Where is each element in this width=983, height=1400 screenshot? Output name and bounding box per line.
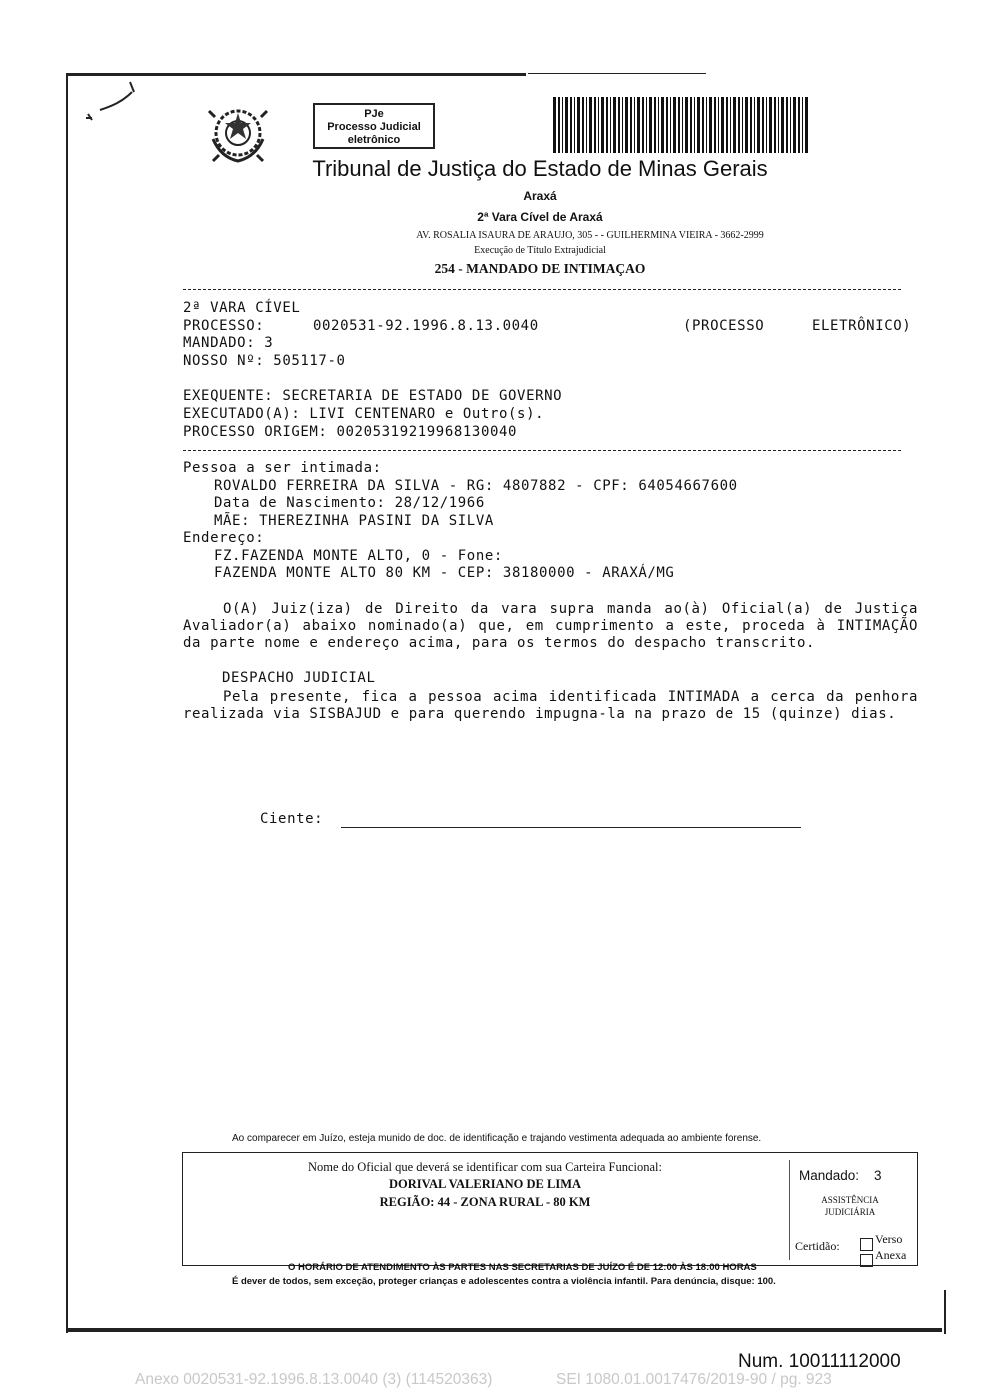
certidao-label: Certidão: (795, 1239, 840, 1253)
scan-mark-icon (82, 80, 142, 130)
sei-watermark: SEI 1080.01.0017476/2019-90 / pg. 923 (556, 1371, 832, 1388)
mandado-number: 3 (874, 1168, 882, 1183)
pje-line-2: Processo Judicial (327, 121, 421, 133)
officer-box-divider (789, 1160, 790, 1260)
anexa-checkbox[interactable] (860, 1251, 873, 1269)
person-name: ROVALDO FERREIRA DA SILVA - RG: 4807882 - CPF: 64054667600 (214, 478, 738, 494)
address-line-1: FZ.FAZENDA MONTE ALTO, 0 - Fone: (214, 548, 503, 564)
separator-2 (183, 450, 901, 451)
process-type: Execução de Título Extrajudicial (474, 245, 606, 256)
vara-name: 2ª Vara Cível de Araxá (477, 210, 603, 224)
processo-type-2: ELETRÔNICO) (812, 318, 912, 334)
nosso-line: NOSSO Nº: 505117-0 (183, 353, 346, 369)
city-name: Araxá (523, 189, 557, 203)
address-line-2: FAZENDA MONTE ALTO 80 KM - CEP: 38180000 - ARAXÁ/MG (214, 565, 675, 581)
scan-border-top-right (528, 73, 706, 74)
despacho-paragraph: Pela presente, fica a pessoa acima identificada INTIMADA a cerca da penhora realizada via SISBAJUD e para querendo impugna-la na prazo de 15 (quinze) dias. (183, 689, 918, 722)
anexa-label: Anexa (875, 1248, 907, 1262)
origem-line: PROCESSO ORIGEM: 00205319219968130040 (183, 424, 518, 440)
despacho-heading: DESPACHO JUDICIAL (222, 670, 376, 686)
scan-border-left (66, 75, 68, 1333)
officer-label: Nome do Oficial que deverá se identificar com sua Carteira Funcional: (307, 1160, 663, 1174)
assist-line-1: ASSISTÊNCIA (821, 1195, 879, 1205)
address-heading: Endereço: (183, 530, 265, 546)
coat-of-arms-icon (205, 103, 271, 167)
scan-border-right-mark (944, 1290, 946, 1334)
assist-line-2: JUDICIÁRIA (824, 1207, 876, 1217)
scan-border-bottom (66, 1328, 942, 1332)
mandado-line: MANDADO: 3 (183, 335, 274, 351)
exequente-line: EXEQUENTE: SECRETARIA DE ESTADO DE GOVERNO (183, 388, 563, 404)
pje-line-3: eletrônico (347, 134, 401, 146)
document-number: Num. 10011112000 (738, 1351, 901, 1372)
ciente-signature-line[interactable] (341, 827, 801, 828)
officer-name: DORIVAL VALERIANO DE LIMA (388, 1177, 582, 1191)
vara-line: 2ª VARA CÍVEL (183, 300, 301, 316)
person-birth: Data de Nascimento: 28/12/1966 (214, 495, 485, 511)
processo-number: 0020531-92.1996.8.13.0040 (313, 318, 539, 334)
processo-label: PROCESSO: (183, 318, 265, 334)
protection-notice: É dever de todos, sem exceção, proteger crianças e adolescentes contra a violência infantil. Para denúncia, disque: 100. (232, 1276, 776, 1287)
executado-line: EXECUTADO(A): LIVI CENTENARO e Outro(s). (183, 406, 545, 422)
barcode-icon (553, 97, 809, 153)
document-title: 254 - MANDADO DE INTIMAÇAO (434, 261, 646, 276)
person-heading: Pessoa a ser intimada: (183, 460, 382, 476)
verso-label: Verso (875, 1232, 903, 1246)
person-mother: MÃE: THEREZINHA PASINI DA SILVA (214, 513, 494, 529)
hours-notice: O HORÁRIO DE ATENDIMENTO ÀS PARTES NAS SECRETARIAS DE JUÍZO É DE 12:00 ÀS 18:00 HORAS (288, 1262, 757, 1273)
scan-border-top (66, 73, 526, 76)
processo-type-1: (PROCESSO (683, 318, 765, 334)
separator-1 (183, 289, 901, 290)
order-paragraph: O(A) Juiz(iza) de Direito da vara supra manda ao(à) Oficial(a) de Justiça Avaliador(a) abaixo nominado(a) que, em cumprimento a este, proceda à INTIMAÇÃO da parte nome e endereço acima, para os termos do despacho transcrito. (183, 601, 918, 651)
footer-notice: Ao comparecer em Juízo, esteja munido de doc. de identificação e trajando vestimenta adequada ao ambiente forense. (232, 1133, 762, 1144)
pje-line-1: PJe (364, 108, 384, 120)
court-address: AV. ROSALIA ISAURA DE ARAUJO, 305 - - GUILHERMINA VIEIRA - 3662-2999 (416, 230, 764, 241)
ciente-label: Ciente: (260, 811, 324, 827)
annex-watermark: Anexo 0020531-92.1996.8.13.0040 (3) (114520363) (135, 1371, 493, 1388)
officer-region: REGIÃO: 44 - ZONA RURAL - 80 KM (379, 1195, 591, 1209)
pje-logo-box (313, 103, 435, 149)
court-title: Tribunal de Justiça do Estado de Minas Gerais (312, 156, 768, 181)
mandado-label: Mandado: (799, 1168, 860, 1183)
